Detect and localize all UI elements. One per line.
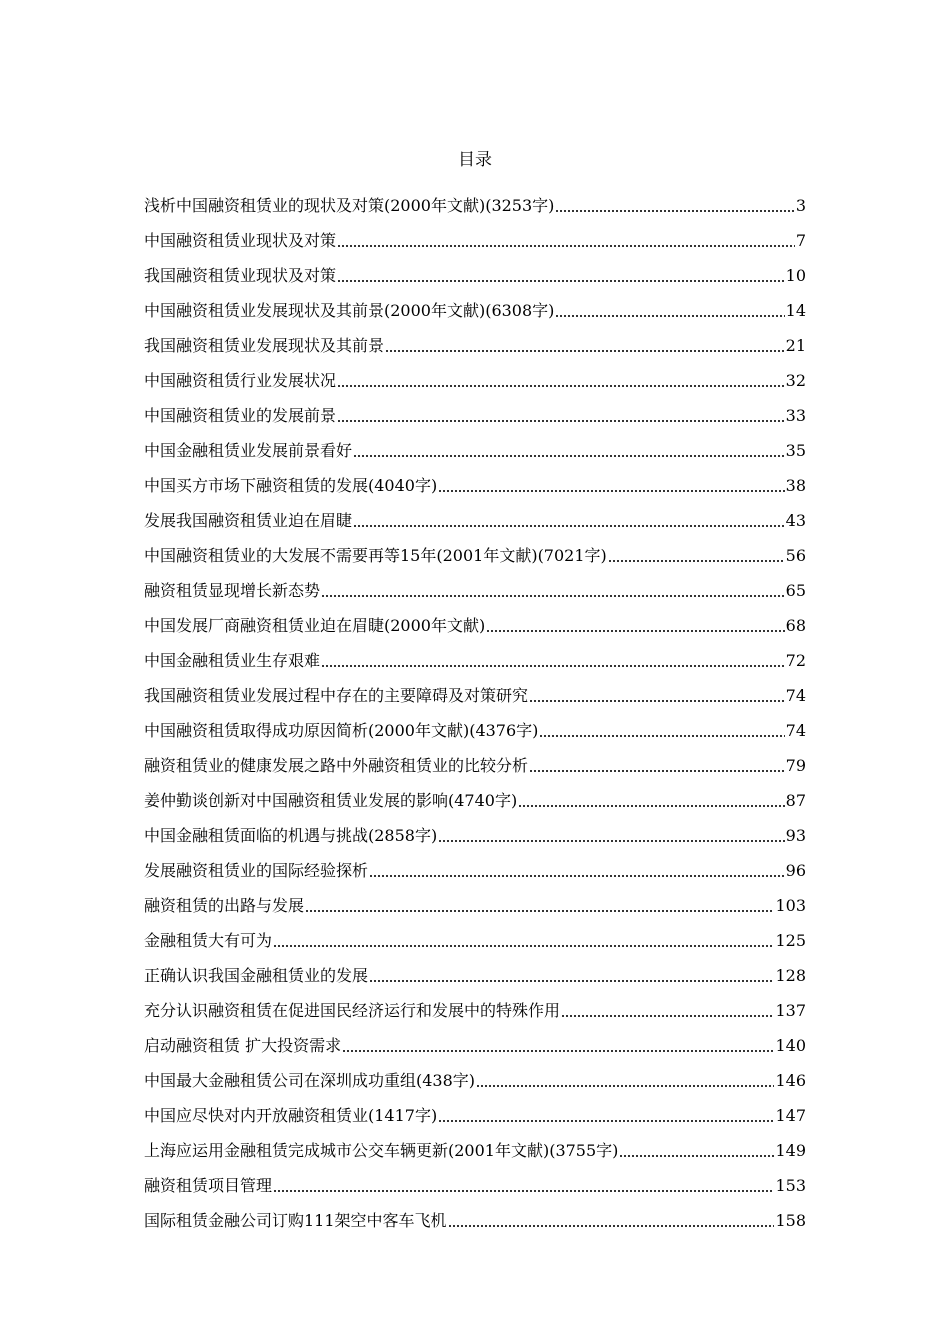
dot-leader [438,490,784,492]
toc-entry-page-number: 38 [785,476,806,495]
toc-entry-title: 我国融资租赁业现状及对策 [144,266,337,285]
toc-entry[interactable] [144,567,806,602]
dot-leader [337,280,785,282]
toc-entry-page-number: 93 [785,826,806,845]
toc-entry-title: 中国融资租赁业现状及对策 [144,231,337,250]
toc-entry[interactable] [144,1092,806,1127]
toc-entry-title: 我国融资租赁业发展过程中存在的主要障碍及对策研究 [144,686,529,705]
toc-entry-title: 启动融资租赁 扩大投资需求 [144,1036,342,1055]
toc-entry[interactable] [144,1162,806,1197]
dot-leader [561,1015,774,1017]
toc-entry[interactable] [144,637,806,672]
dot-leader [438,840,784,842]
dot-leader [486,630,784,632]
toc-entry-page-number: 43 [785,511,806,530]
dot-leader [321,665,785,667]
dot-leader [273,1190,774,1192]
toc-entry-title: 融资租赁的出路与发展 [144,896,305,915]
toc-entry-title: 发展我国融资租赁业迫在眉睫 [144,511,353,530]
toc-entry[interactable] [144,777,806,812]
dot-leader [337,245,795,247]
toc-entry[interactable] [144,1057,806,1092]
dot-leader [337,420,785,422]
dot-leader [608,560,785,562]
dot-leader [369,875,785,877]
toc-entry-title: 正确认识我国金融租赁业的发展 [144,966,369,985]
toc-entry-title: 融资租赁项目管理 [144,1176,273,1195]
dot-leader [518,805,784,807]
toc-entry[interactable] [144,917,806,952]
toc-entry-page-number: 74 [785,721,806,740]
toc-entry-title: 中国金融租赁面临的机遇与挑战(2858字) [144,826,438,845]
toc-entry-page-number: 96 [785,861,806,880]
toc-entry-title: 中国应尽快对内开放融资租赁业(1417字) [144,1106,438,1125]
toc-entry[interactable] [144,882,806,917]
toc-entry-page-number: 72 [785,651,806,670]
toc-entry-title: 中国金融租赁业生存艰难 [144,651,321,670]
dot-leader [529,700,785,702]
toc-list [144,182,806,1232]
toc-entry-title: 姜仲勤谈创新对中国融资租赁业发展的影响(4740字) [144,791,518,810]
toc-entry-page-number: 74 [785,686,806,705]
toc-entry-title: 充分认识融资租赁在促进国民经济运行和发展中的特殊作用 [144,1001,561,1020]
toc-entry-page-number: 33 [785,406,806,425]
toc-entry-title: 中国买方市场下融资租赁的发展(4040字) [144,476,438,495]
toc-entry-page-number: 65 [785,581,806,600]
toc-entry-page-number: 68 [785,616,806,635]
toc-entry[interactable] [144,1197,806,1232]
toc-entry-title: 融资租赁业的健康发展之路中外融资租赁业的比较分析 [144,756,529,775]
toc-entry-page-number: 7 [795,231,806,250]
toc-entry-page-number: 21 [785,336,806,355]
toc-entry[interactable] [144,847,806,882]
dot-leader [342,1050,774,1052]
toc-entry-page-number: 158 [775,1211,806,1230]
toc-entry-title: 中国发展厂商融资租赁业迫在眉睫(2000年文献) [144,616,486,635]
toc-entry-title: 中国融资租赁业的大发展不需要再等15年(2001年文献)(7021字) [144,546,607,565]
dot-leader [337,385,785,387]
toc-entry-page-number: 153 [775,1176,806,1195]
toc-entry[interactable] [144,1127,806,1162]
dot-leader [539,735,784,737]
toc-entry-page-number: 79 [785,756,806,775]
toc-entry-page-number: 125 [775,931,806,950]
dot-leader [353,525,785,527]
dot-leader [321,595,785,597]
toc-entry-page-number: 32 [785,371,806,390]
toc-entry-title: 中国最大金融租赁公司在深圳成功重组(438字) [144,1071,476,1090]
toc-entry[interactable] [144,357,806,392]
dot-leader [529,770,785,772]
dot-leader [619,1155,774,1157]
toc-entry[interactable] [144,987,806,1022]
dot-leader [438,1120,774,1122]
toc-entry-page-number: 137 [775,1001,806,1020]
toc-entry-title: 融资租赁显现增长新态势 [144,581,321,600]
toc-entry-title: 中国融资租赁业的发展前景 [144,406,337,425]
toc-entry[interactable] [144,672,806,707]
dot-leader [555,315,784,317]
toc-entry[interactable] [144,707,806,742]
toc-entry[interactable] [144,252,806,287]
toc-entry[interactable] [144,1022,806,1057]
toc-entry-page-number: 147 [775,1106,806,1125]
toc-entry-page-number: 56 [785,546,806,565]
toc-entry-page-number: 3 [795,196,806,215]
toc-entry-title: 我国融资租赁业发展现状及其前景 [144,336,385,355]
toc-entry-title: 浅析中国融资租赁业的现状及对策(2000年文献)(3253字) [144,196,555,215]
toc-entry-title: 中国金融租赁业发展前景看好 [144,441,353,460]
toc-entry-title: 金融租赁大有可为 [144,931,273,950]
toc-entry[interactable] [144,462,806,497]
toc-entry-page-number: 149 [775,1141,806,1160]
dot-leader [476,1085,774,1087]
toc-entry[interactable] [144,392,806,427]
toc-entry-title: 中国融资租赁取得成功原因简析(2000年文献)(4376字) [144,721,539,740]
toc-entry[interactable] [144,532,806,567]
toc-entry[interactable] [144,217,806,252]
toc-entry-title: 国际租赁金融公司订购111架空中客车飞机 [144,1211,447,1230]
toc-entry[interactable] [144,952,806,987]
toc-entry-title: 中国融资租赁行业发展状况 [144,371,337,390]
toc-entry-title: 中国融资租赁业发展现状及其前景(2000年文献)(6308字) [144,301,555,320]
toc-entry-page-number: 14 [785,301,806,320]
dot-leader [369,980,774,982]
toc-entry[interactable] [144,742,806,777]
toc-entry-title: 发展融资租赁业的国际经验探析 [144,861,369,880]
toc-entry-page-number: 10 [785,266,806,285]
toc-entry-page-number: 128 [775,966,806,985]
toc-entry-title: 上海应运用金融租赁完成城市公交车辆更新(2001年文献)(3755字) [144,1141,619,1160]
toc-entry[interactable] [144,427,806,462]
toc-entry[interactable] [144,287,806,322]
toc-entry[interactable] [144,497,806,532]
toc-entry[interactable] [144,322,806,357]
toc-entry-page-number: 140 [775,1036,806,1055]
toc-entry-page-number: 87 [785,791,806,810]
toc-entry[interactable] [144,602,806,637]
dot-leader [273,945,774,947]
toc-entry-page-number: 35 [785,441,806,460]
toc-title: 目录 [458,150,492,170]
dot-leader [353,455,785,457]
dot-leader [385,350,785,352]
dot-leader [555,210,794,212]
dot-leader [305,910,774,912]
toc-entry-page-number: 103 [775,896,806,915]
toc-entry[interactable] [144,812,806,847]
toc-entry[interactable] [144,182,806,217]
toc-entry-page-number: 146 [775,1071,806,1090]
dot-leader [448,1225,775,1227]
